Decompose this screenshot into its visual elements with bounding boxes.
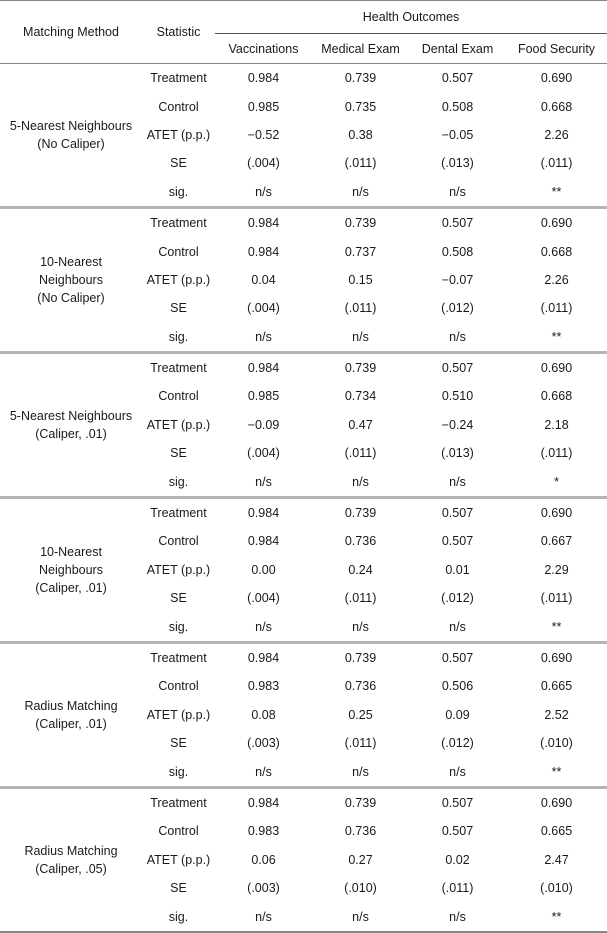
value-cell: 0.06	[251, 852, 276, 867]
value-cell: 0.508	[441, 99, 474, 114]
value-cell: 0.25	[348, 707, 373, 722]
value-cell: 0.01	[445, 562, 470, 577]
value-cell: (.011)	[540, 446, 573, 461]
value-cell: (.010)	[540, 881, 573, 896]
statistic-cell: Treatment	[150, 71, 207, 86]
statistic-cell: Control	[158, 99, 199, 114]
value-cell: 0.668	[540, 99, 573, 114]
value-cell: 0.15	[348, 272, 373, 287]
value-cell: **	[551, 909, 562, 924]
value-cell: 0.668	[540, 244, 573, 259]
value-cell: 0.737	[344, 244, 377, 259]
matching-method-cell	[0, 207, 142, 352]
value-cell: (.012)	[441, 301, 474, 316]
value-cell: 2.18	[544, 417, 569, 432]
value-cell: 0.08	[251, 707, 276, 722]
matching-method-line: (No Caliper)	[37, 290, 105, 305]
statistic-cell: SE	[170, 591, 187, 606]
value-cell: −0.52	[247, 127, 280, 142]
value-cell: n/s	[255, 474, 272, 489]
table-header	[0, 1, 607, 64]
value-cell: 0.668	[540, 389, 573, 404]
value-cell: 0.984	[247, 651, 280, 665]
statistic-cell: Treatment	[150, 506, 207, 521]
statistic-cell: Control	[158, 389, 199, 404]
value-cell: 0.507	[441, 71, 474, 86]
statistic-cell: Treatment	[150, 795, 207, 810]
value-cell: n/s	[449, 764, 466, 779]
value-cell: 0.984	[247, 244, 280, 259]
value-cell: n/s	[449, 184, 466, 199]
method-block	[0, 642, 607, 787]
value-cell: n/s	[352, 764, 369, 779]
value-cell: 0.507	[441, 795, 474, 810]
table-row	[0, 787, 607, 817]
value-cell: *	[554, 474, 559, 489]
value-cell: 0.983	[247, 824, 280, 839]
value-cell: 0.739	[344, 361, 377, 376]
value-cell: n/s	[449, 329, 466, 344]
table-row	[0, 642, 607, 672]
method-block	[0, 497, 607, 642]
value-cell: 0.739	[344, 651, 377, 665]
matching-method-line: 5-Nearest Neighbours	[9, 408, 133, 423]
value-cell: 0.739	[344, 795, 377, 810]
value-cell: −0.05	[441, 127, 474, 142]
value-cell: n/s	[449, 909, 466, 924]
value-cell: 0.736	[344, 534, 377, 549]
matching-method-line: (No Caliper)	[37, 136, 105, 151]
value-cell: (.011)	[344, 591, 377, 606]
statistic-cell: sig.	[168, 329, 189, 344]
value-cell: n/s	[352, 474, 369, 489]
matching-method-cell	[0, 642, 142, 787]
value-cell: 0.665	[540, 824, 573, 839]
value-cell: 0.510	[441, 389, 474, 404]
statistic-cell: Control	[158, 534, 199, 549]
value-cell: 2.26	[544, 127, 569, 142]
value-cell: 0.739	[344, 506, 377, 521]
value-cell: n/s	[352, 909, 369, 924]
value-cell: 0.27	[348, 852, 373, 867]
column-header-dental-exam: Dental Exam	[421, 41, 494, 56]
matching-method-line: (Caliper, .01)	[35, 426, 107, 441]
value-cell: 0.690	[540, 651, 573, 665]
matching-method-line: Neighbours	[39, 272, 103, 287]
value-cell: 0.985	[247, 389, 280, 404]
value-cell: 0.690	[540, 361, 573, 376]
value-cell: n/s	[352, 329, 369, 344]
value-cell: **	[551, 184, 562, 199]
value-cell: 0.09	[445, 707, 470, 722]
statistic-cell: sig.	[168, 184, 189, 199]
value-cell: 0.739	[344, 71, 377, 86]
value-cell: n/s	[255, 184, 272, 199]
method-block	[0, 207, 607, 352]
value-cell: 0.24	[348, 562, 373, 577]
statistic-cell: sig.	[168, 909, 189, 924]
value-cell: (.011)	[540, 301, 573, 316]
statistic-cell: sig.	[168, 619, 189, 634]
value-cell: 0.507	[441, 216, 474, 231]
value-cell: 0.690	[540, 216, 573, 231]
value-cell: 0.736	[344, 824, 377, 839]
value-cell: **	[551, 764, 562, 779]
value-cell: (.011)	[540, 591, 573, 606]
statistic-cell: ATET (p.p.)	[146, 417, 211, 432]
value-cell: (.012)	[441, 736, 474, 751]
value-cell: 2.29	[544, 562, 569, 577]
value-cell: 0.734	[344, 389, 377, 404]
value-cell: 0.983	[247, 679, 280, 694]
statistic-cell: SE	[170, 881, 187, 896]
value-cell: n/s	[449, 474, 466, 489]
value-cell: 0.507	[441, 361, 474, 376]
health-outcomes-header: Health Outcomes	[215, 1, 607, 34]
value-cell: 0.690	[540, 506, 573, 521]
value-cell: **	[551, 329, 562, 344]
statistic-cell: Control	[158, 679, 199, 694]
value-cell: 0.507	[441, 506, 474, 521]
value-cell: (.004)	[247, 446, 280, 461]
value-cell: n/s	[255, 329, 272, 344]
value-cell: 0.984	[247, 795, 280, 810]
value-cell: (.011)	[344, 156, 377, 171]
statistic-cell: Control	[158, 244, 199, 259]
matching-method-line: (Caliper, .05)	[35, 861, 107, 876]
value-cell: 0.507	[441, 534, 474, 549]
matching-method-line: Neighbours	[39, 562, 103, 577]
table-row	[0, 64, 607, 93]
value-cell: 0.507	[441, 824, 474, 839]
matching-method-cell	[0, 352, 142, 497]
statistic-cell: ATET (p.p.)	[146, 852, 211, 867]
value-cell: 0.739	[344, 216, 377, 231]
statistic-cell: ATET (p.p.)	[146, 272, 211, 287]
matching-method-line: Radius Matching	[24, 843, 118, 858]
value-cell: 2.47	[544, 852, 569, 867]
matching-method-line: 5-Nearest Neighbours	[9, 118, 133, 133]
value-cell: (.011)	[344, 446, 377, 461]
value-cell: 0.38	[348, 127, 373, 142]
value-cell: (.010)	[540, 736, 573, 751]
value-cell: 0.984	[247, 71, 280, 86]
value-cell: (.003)	[247, 736, 280, 751]
value-cell: n/s	[449, 619, 466, 634]
value-cell: 0.665	[540, 679, 573, 694]
statistic-cell: SE	[170, 301, 187, 316]
statistic-cell: SE	[170, 446, 187, 461]
statistic-cell: SE	[170, 736, 187, 751]
value-cell: 0.984	[247, 506, 280, 521]
matching-method-line: Radius Matching	[24, 698, 118, 713]
value-cell: 0.507	[441, 651, 474, 665]
value-cell: (.004)	[247, 301, 280, 316]
value-cell: (.011)	[344, 301, 377, 316]
value-cell: n/s	[352, 184, 369, 199]
method-block	[0, 787, 607, 931]
value-cell: −0.24	[441, 417, 474, 432]
value-cell: −0.09	[247, 417, 280, 432]
value-cell: n/s	[255, 909, 272, 924]
value-cell: 0.690	[540, 71, 573, 86]
table-row	[0, 497, 607, 527]
value-cell: (.003)	[247, 881, 280, 896]
statistic-cell: Treatment	[150, 651, 207, 665]
value-cell: 0.984	[247, 534, 280, 549]
value-cell: 0.506	[441, 679, 474, 694]
value-cell: (.004)	[247, 591, 280, 606]
table-row	[0, 352, 607, 382]
statistic-cell: SE	[170, 156, 187, 171]
value-cell: n/s	[255, 764, 272, 779]
column-header-vaccinations: Vaccinations	[228, 41, 299, 56]
matching-method-header: Matching Method	[23, 25, 119, 39]
value-cell: n/s	[255, 619, 272, 634]
value-cell: (.011)	[344, 736, 377, 751]
value-cell: 0.667	[540, 534, 573, 549]
table-row	[0, 207, 607, 237]
statistic-cell: ATET (p.p.)	[146, 562, 211, 577]
value-cell: (.010)	[344, 881, 377, 896]
column-header-food-security: Food Security	[517, 41, 596, 56]
value-cell: 2.26	[544, 272, 569, 287]
matching-method-line: 10-Nearest	[40, 254, 102, 269]
value-cell: **	[551, 619, 562, 634]
method-block	[0, 352, 607, 497]
matching-method-cell	[0, 787, 142, 931]
matching-method-cell	[0, 64, 142, 208]
matching-method-line: (Caliper, .01)	[35, 716, 107, 731]
statistic-cell: ATET (p.p.)	[146, 707, 211, 722]
matching-method-cell	[0, 497, 142, 642]
value-cell: (.013)	[441, 156, 474, 171]
value-cell: 0.985	[247, 99, 280, 114]
value-cell: (.011)	[540, 156, 573, 171]
value-cell: 2.52	[544, 707, 569, 722]
method-block	[0, 64, 607, 208]
value-cell: −0.07	[441, 272, 474, 287]
value-cell: 0.02	[445, 852, 470, 867]
column-header-medical-exam: Medical Exam	[321, 41, 400, 56]
statistic-cell: Treatment	[150, 361, 207, 376]
statistic-cell: Treatment	[150, 216, 207, 231]
value-cell: (.013)	[441, 446, 474, 461]
statistic-header: Statistic	[156, 25, 201, 39]
value-cell: 0.690	[540, 795, 573, 810]
value-cell: 0.04	[251, 272, 276, 287]
value-cell: 0.47	[348, 417, 373, 432]
statistic-cell: Control	[158, 824, 199, 839]
value-cell: 0.984	[247, 361, 280, 376]
statistic-cell: sig.	[168, 764, 189, 779]
statistic-cell: sig.	[168, 474, 189, 489]
value-cell: (.004)	[247, 156, 280, 171]
value-cell: (.012)	[441, 591, 474, 606]
value-cell: 0.508	[441, 244, 474, 259]
value-cell: 0.984	[247, 216, 280, 231]
value-cell: (.011)	[441, 881, 474, 896]
matching-method-line: 10-Nearest	[40, 544, 102, 559]
value-cell: 0.735	[344, 99, 377, 114]
matching-method-line: (Caliper, .01)	[35, 580, 107, 595]
value-cell: n/s	[352, 619, 369, 634]
value-cell: 0.00	[251, 562, 276, 577]
statistic-cell: ATET (p.p.)	[146, 127, 211, 142]
value-cell: 0.736	[344, 679, 377, 694]
